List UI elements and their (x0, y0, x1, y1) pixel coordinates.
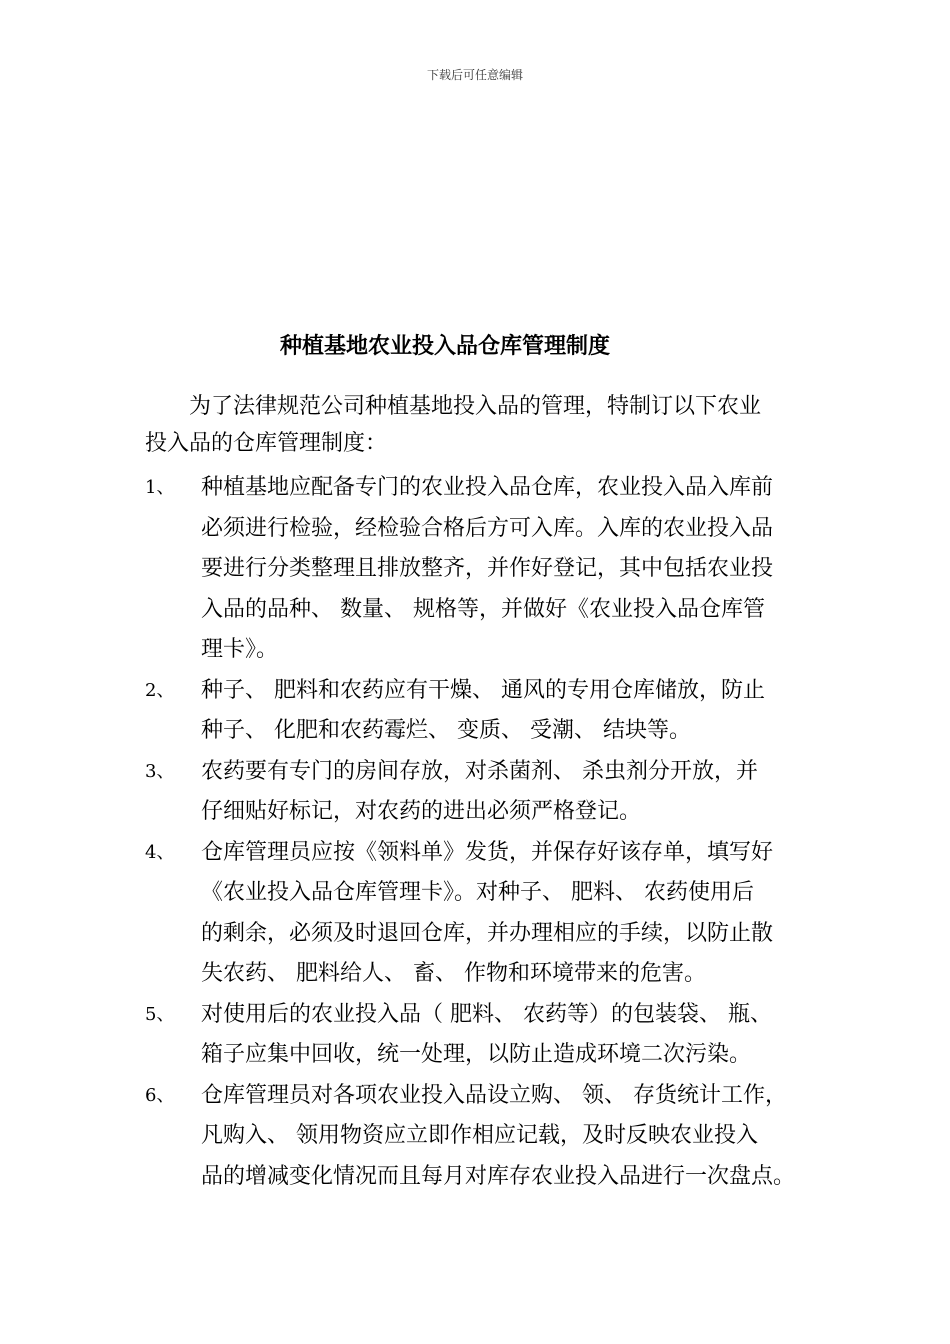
item-line: 箱子应集中回收，统一处理，以防止造成环境二次污染。 (201, 1042, 752, 1067)
item-number: 4、 (145, 841, 175, 863)
item-number: 2、 (145, 679, 175, 701)
item-line: 失农药、 肥料给人、 畜、 作物和环境带来的危害。 (201, 961, 706, 986)
item-number: 5、 (145, 1003, 175, 1025)
intro-line: 为了法律规范公司种植基地投入品的管理，特制订以下农业 (189, 394, 762, 419)
item-line: 种子、 化肥和农药霉烂、 变质、 受潮、 结块等。 (201, 718, 691, 743)
list-item (145, 671, 835, 752)
document-title: 种植基地农业投入品仓库管理制度 (279, 334, 610, 359)
item-number: 3、 (145, 760, 175, 782)
item-line: 对使用后的农业投入品（ 肥料、 农药等）的包装袋、 瓶、 (201, 1001, 772, 1027)
item-line: 仓库管理员应按《领料单》发货，并保存好该存单，填写好 (201, 839, 774, 865)
list-item (145, 468, 835, 671)
item-line: 《农业投入品仓库管理卡》。对种子、 肥料、 农药使用后 (201, 880, 754, 905)
item-line: 要进行分类整理且排放整齐，并作好登记，其中包括农业投 (201, 556, 774, 581)
intro-line: 投入品的仓库管理制度： (145, 431, 388, 456)
item-line: 种植基地应配备专门的农业投入品仓库，农业投入品入库前 (201, 475, 774, 500)
header-note: 下载后可任意编辑 (426, 68, 523, 82)
item-line: 品的增减变化情况而且每月对库存农业投入品进行一次盘点。 (201, 1163, 796, 1189)
item-line: 仔细贴好标记，对农药的进出必须严格登记。 (201, 799, 642, 824)
list-item (145, 995, 835, 1076)
rules-list (145, 468, 835, 1197)
item-line: 入品的品种、 数量、 规格等，并做好《农业投入品仓库管 (201, 596, 765, 622)
list-item (145, 1076, 835, 1198)
item-line: 必须进行检验，经检验合格后方可入库。入库的农业投入品 (201, 515, 774, 541)
item-line: 种子、 肥料和农药应有干燥、 通风的专用仓库储放，防止 (201, 677, 765, 703)
item-line: 理卡》。 (201, 637, 279, 662)
item-line: 仓库管理员对各项农业投入品设立购、 领、 存货统计工作， (201, 1082, 787, 1108)
item-line: 凡购入、 领用物资应立即作相应记载，及时反映农业投入 (201, 1123, 758, 1148)
item-number: 6、 (145, 1084, 175, 1106)
item-line: 农药要有专门的房间存放，对杀菌剂、 杀虫剂分开放，并 (201, 758, 758, 784)
list-item (145, 752, 835, 833)
intro-paragraph (145, 388, 825, 462)
item-number: 1、 (145, 477, 175, 498)
item-line: 的剩余，必须及时退回仓库，并办理相应的手续，以防止散 (201, 920, 774, 946)
list-item (145, 833, 835, 995)
